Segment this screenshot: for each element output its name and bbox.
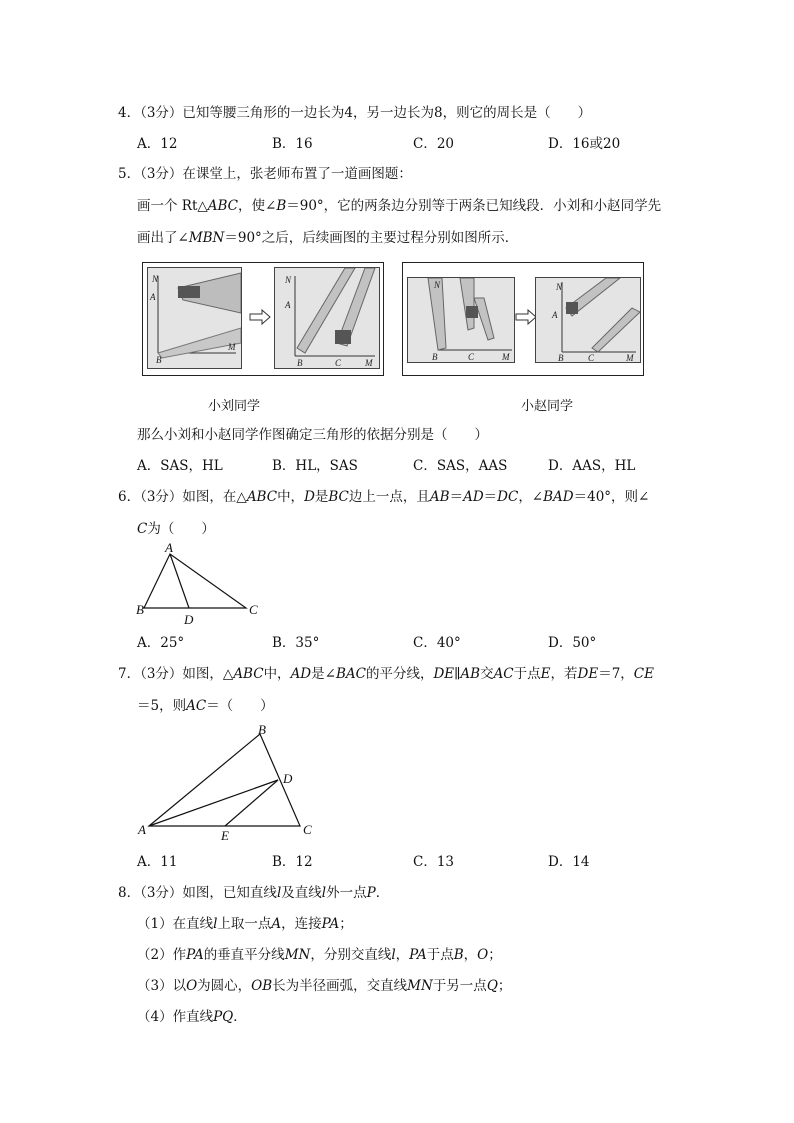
zhao2-label-m: M <box>626 353 634 362</box>
q6-option-b[interactable]: B．35° <box>272 635 320 651</box>
q6-label-c: C <box>249 602 258 617</box>
q5-question: 那么小刘和小赵同学作图确定三角形的依据分别是（ ） <box>137 427 488 443</box>
q6-option-d[interactable]: D．50° <box>548 635 597 651</box>
q4-stem: 4．（3分）已知等腰三角形的一边长为4，另一边长为8，则它的周长是（ ） <box>118 105 592 121</box>
q7-label-a: A <box>138 822 146 837</box>
liu1-label-b: B <box>156 355 162 365</box>
q4-option-a[interactable]: A．12 <box>137 136 178 152</box>
q6-stem: 6．（3分）如图，在△ABC中，D是BC边上一点，且AB＝AD＝DC，∠BAD＝40°，则∠ <box>118 489 650 505</box>
liu2-label-n: N <box>285 275 292 285</box>
q7-label-b: B <box>258 722 266 737</box>
liu2-label-c: C <box>335 358 342 368</box>
zhao2-label-a: A <box>552 310 558 320</box>
q5-stem-line2: 画一个 Rt△ABC，使∠B＝90°，它的两条边分别等于两条已知线段．小刘和小赵同学先 <box>137 198 662 214</box>
q7-option-c[interactable]: C．13 <box>413 854 455 870</box>
q6-triangle-figure <box>132 540 272 634</box>
liu2-label-b: B <box>297 358 303 368</box>
q7-label-c: C <box>303 822 312 837</box>
liu-arrow-icon <box>249 309 271 329</box>
q6-label-a: A <box>165 540 173 555</box>
q4-option-b[interactable]: B．16 <box>272 136 313 152</box>
liu1-label-n: N <box>152 274 159 284</box>
q5-stem: 5．（3分）在课堂上，张老师布置了一道画图题： <box>118 166 412 182</box>
q8-step-3: （3）以O为圆心，OB长为半径画弧，交直线MN于另一点Q； <box>137 978 512 994</box>
xiao-liu-figure <box>142 262 384 376</box>
q7-triangle-figure <box>132 720 332 852</box>
liu2-label-a: A <box>285 300 291 310</box>
caption-xiao-zhao: 小赵同学 <box>521 399 574 414</box>
liu-photo-2 <box>274 267 380 369</box>
triangle-abc <box>144 554 246 608</box>
zhao1-label-n: N <box>434 280 441 290</box>
q8-step-2: （2）作PA的垂直平分线MN，分别交直线l，PA于点B，O； <box>137 947 502 963</box>
q6-label-b: B <box>136 602 144 617</box>
q6-stem-line2: C为（ ） <box>137 521 215 537</box>
q7-stem: 7．（3分）如图，△ABC中，AD是∠BAC的平分线，DE∥AB交AC于点E，若DE＝7，CE <box>118 666 654 682</box>
segment-de <box>225 780 278 826</box>
zhao1-label-m: M <box>502 352 510 362</box>
q6-option-a[interactable]: A．25° <box>137 635 185 651</box>
zhao-arrow-icon <box>515 309 537 329</box>
zhao2-label-b: B <box>558 353 564 362</box>
q7-label-e: E <box>221 828 229 843</box>
liu-photo-1 <box>147 267 242 369</box>
liu1-label-m: M <box>228 342 236 352</box>
zhao2-label-n: N <box>556 282 563 292</box>
q7-option-a[interactable]: A．11 <box>137 854 178 870</box>
q6-option-c[interactable]: C．40° <box>413 635 461 651</box>
q5-option-b[interactable]: B．HL，SAS <box>272 458 358 474</box>
q4-option-c[interactable]: C．20 <box>413 136 455 152</box>
q8-step-4: （4）作直线PQ． <box>137 1009 247 1025</box>
segment-ad <box>170 554 189 608</box>
q5-option-c[interactable]: C．SAS，AAS <box>413 458 508 474</box>
q6-label-d: D <box>184 612 194 627</box>
q7-stem-line2: ＝5，则AC＝（ ） <box>137 698 274 714</box>
q7-option-d[interactable]: D．14 <box>548 854 590 870</box>
q8-stem: 8．（3分）如图，已知直线l及直线l外一点P． <box>118 885 390 901</box>
xiao-zhao-figure <box>402 262 644 376</box>
q5-option-d[interactable]: D．AAS，HL <box>548 458 636 474</box>
q8-step-1: （1）在直线l上取一点A，连接PA； <box>137 916 353 932</box>
zhao1-label-c: C <box>468 352 475 362</box>
liu2-label-m: M <box>365 358 373 368</box>
q7-label-d: D <box>283 771 293 786</box>
zhao1-label-b: B <box>432 352 438 362</box>
zhao-photo-1 <box>407 277 515 363</box>
segment-ad <box>149 780 278 826</box>
q5-option-a[interactable]: A．SAS，HL <box>137 458 223 474</box>
q4-option-d[interactable]: D．16或20 <box>548 136 621 152</box>
zhao2-label-c: C <box>588 353 595 362</box>
q7-option-b[interactable]: B．12 <box>272 854 313 870</box>
q5-stem-line3: 画出了∠MBN＝90°之后，后续画图的主要过程分别如图所示． <box>137 230 519 246</box>
zhao-photo-2 <box>535 277 641 363</box>
caption-xiao-liu: 小刘同学 <box>208 399 261 414</box>
liu1-label-a: A <box>150 292 156 302</box>
